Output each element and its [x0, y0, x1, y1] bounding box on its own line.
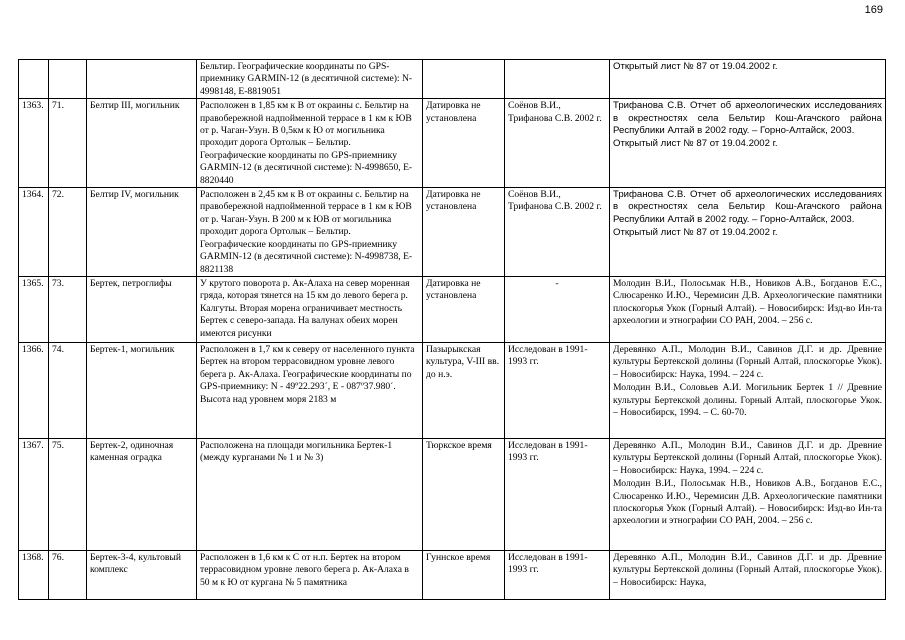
culture-date-cell: Пазырыкская культура, V-III вв. до н.э. [423, 342, 505, 438]
registry-number-cell: 1366. [19, 342, 49, 438]
literature-entry: Деревянко А.П., Молодин В.И., Савинов Д.Г. и др. Древние культуры Бертекской долины (Горный Алтай, плоскогорье Укок). – Новосибирск: Наука, [613, 551, 882, 588]
registry-number-cell: 1364. [19, 188, 49, 277]
monument-name-cell: Бертек-2, одиночная каменная оградка [87, 438, 197, 550]
literature-entry: Трифанова С.В. Отчет об археологических исследованиях в окрестностях села Бельтир Кош-Агачского района Республики Алтай в 2002 году. – Горно-Алтайск, 2003. [613, 100, 882, 137]
item-number-cell [49, 60, 87, 99]
literature-cell [610, 438, 886, 550]
literature-cell [610, 342, 886, 438]
literature-cell [610, 550, 886, 599]
location-cell: Расположена на площади могильника Бертек-1 (между курганами № 1 и № 3) [197, 438, 423, 550]
registry-number-cell: 1363. [19, 99, 49, 188]
literature-cell [610, 99, 886, 188]
literature-cell [610, 276, 886, 342]
item-number-cell: 71. [49, 99, 87, 188]
culture-date-cell: Датировка не установлена [423, 99, 505, 188]
research-cell: Соёнов В.И., Трифанова С.В. 2002 г. [505, 188, 610, 277]
literature-entry: Молодин В.И., Полосьмак Н.В., Новиков А.В., Богданов Е.С., Слюсаренко И.Ю., Черемисин Д.В. Археологические памятники плоскогорья Укок (Горный Алтай). – Новосибирск: Изд-во Ин-та археологии и этнографии СО РАН, 2004. – 256 с. [613, 478, 882, 527]
location-cell: Расположен в 1,85 км к В от окраины с. Бельтир на правобережной надпойменной террасе в 1 км к ЮВ от р. Чаган-Узун. В 0,5км к Ю от могильника проходит дорога Ортолык – Бельтир. Географические координаты по GPS-приемнику GARMIN-12 (в десятичной системе): N-4998650, E-8820440 [197, 99, 423, 188]
research-cell: Исследован в 1991-1993 гг. [505, 438, 610, 550]
research-cell: - [505, 276, 610, 342]
location-cell: Бельтир. Географические координаты по GPS-приемнику GARMIN-12 (в десятичной системе): N-4998148, E-8819051 [197, 60, 423, 99]
culture-date-cell: Датировка не установлена [423, 188, 505, 277]
table-row [19, 99, 886, 188]
monument-name-cell: Бертек, петроглифы [87, 276, 197, 342]
monument-name-cell: Белтир IV, могильник [87, 188, 197, 277]
item-number-cell: 73. [49, 276, 87, 342]
location-cell: Расположен в 1,6 км к С от н.п. Бертек на втором террасовидном уровне левого берега р. Ак-Алаха в 50 м к Ю от кургана № 5 памятника [197, 550, 423, 599]
location-cell: Расположен в 1,7 км к северу от населенного пункта Бертек на втором террасовидном уровне левого берега р. Ак-Алаха. Географические координаты по GPS-приемнику: N - 49º22.293´, E - 087º37.980´. Высота над уровнем моря 2183 м [197, 342, 423, 438]
item-number-cell: 72. [49, 188, 87, 277]
table-row [19, 438, 886, 550]
item-number-cell: 74. [49, 342, 87, 438]
monument-name-cell: Бертек-3-4, культовый комплекс [87, 550, 197, 599]
table-row [19, 276, 886, 342]
research-cell: Исследован в 1991-1993 гг. [505, 342, 610, 438]
location-cell: У крутого поворота р. Ак-Алаха на север моренная гряда, которая тянется на 15 км до левого берега р. Калгуты. Вторая морена ограничивает местность Бертек с северо-запада. На валунах обеих морен имеются рисунки [197, 276, 423, 342]
page-number: 169 [864, 4, 883, 16]
location-cell: Расположен в 2,45 км к В от окраины с. Бельтир на правобережной надпойменной террасе в 1 км к ЮВ от р. Чаган-Узун. В 200 м к ЮВ от могильника проходит дорога Ортолык – Бельтир. Географические координаты по GPS-приемнику GARMIN-12 (в десятичной системе): N-4998738, E-8821138 [197, 188, 423, 277]
research-cell: Соёнов В.И., Трифанова С.В. 2002 г. [505, 99, 610, 188]
literature-entry: Трифанова С.В. Отчет об археологических исследованиях в окрестностях села Бельтир Кош-Агачского района Республики Алтай в 2002 году. – Горно-Алтайск, 2003. [613, 189, 882, 225]
culture-date-cell: Датировка не установлена [423, 276, 505, 342]
literature-cell [610, 188, 886, 277]
table-row [19, 188, 886, 277]
literature-entry: Открытый лист № 87 от 19.04.2002 г. [613, 227, 778, 239]
research-cell: Исследован в 1991-1993 гг. [505, 550, 610, 599]
literature-entry: Молодин В.И., Полосьмак Н.В., Новиков А.В., Богданов Е.С., Слюсаренко И.Ю., Черемисин Д.В. Археологические памятники плоскогорья Укок (Горный Алтай). – Новосибирск: Изд-во Ин-та археологии и этнографии СО РАН, 2004. – 256 с. [613, 277, 882, 327]
culture-date-cell: Тюркское время [423, 438, 505, 550]
monument-name-cell [87, 60, 197, 99]
culture-date-cell [423, 60, 505, 99]
registry-number-cell: 1367. [19, 438, 49, 550]
research-cell [505, 60, 610, 99]
literature-entry: Открытый лист № 87 от 19.04.2002 г. [613, 61, 778, 72]
item-number-cell: 75. [49, 438, 87, 550]
registry-number-cell: 1368. [19, 550, 49, 599]
culture-date-cell: Гуннское время [423, 550, 505, 599]
table-row [19, 60, 886, 99]
literature-cell [610, 60, 886, 99]
monument-registry-table [18, 59, 886, 600]
registry-number-cell: 1365. [19, 276, 49, 342]
monument-name-cell: Бертек-1, могильник [87, 342, 197, 438]
table-row [19, 342, 886, 438]
monument-name-cell: Белтир III, могильник [87, 99, 197, 188]
item-number-cell: 76. [49, 550, 87, 599]
literature-entry: Молодин В.И., Соловьев А.И. Могильник Бертек 1 // Древние культуры Бертекской долины. Горный Алтай, плоскогорье Укок. – Новосибирск, 1994. – С. 60-70. [613, 382, 882, 418]
literature-entry: Деревянко А.П., Молодин В.И., Савинов Д.Г. и др. Древние культуры Бертекской долины (Горный Алтай, плоскогорье Укок). – Новосибирск: Наука, 1994. – 224 с. [613, 343, 882, 380]
literature-entry: Открытый лист № 87 от 19.04.2002 г. [613, 138, 778, 150]
literature-entry: Деревянко А.П., Молодин В.И., Савинов Д.Г. и др. Древние культуры Бертекской долины (Горный Алтай, плоскогорье Укок). – Новосибирск: Наука, 1994. – 224 с. [613, 439, 882, 476]
table-row [19, 550, 886, 599]
registry-number-cell [19, 60, 49, 99]
